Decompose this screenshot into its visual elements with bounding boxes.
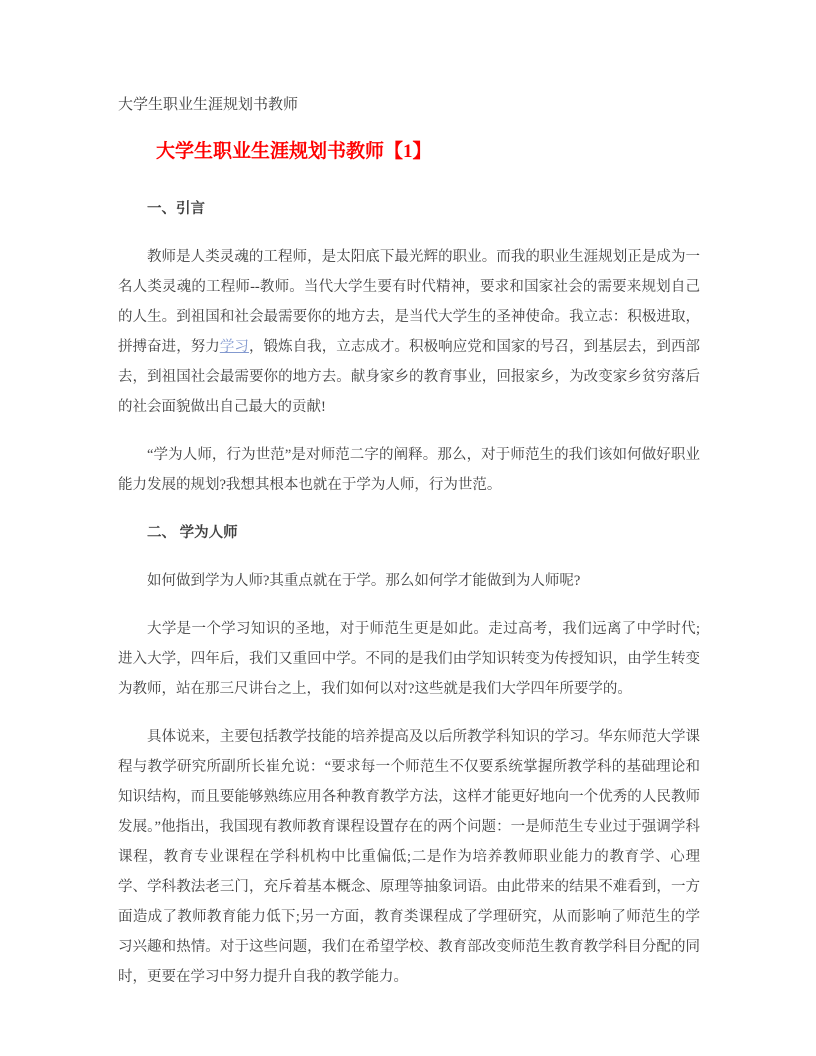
paragraph-section2-3: 具体说来，主要包括教学技能的培养提高及以后所教学科知识的学习。华东师范大学课程与教学研究所副所长崔允说：“要求每一个师范生不仅要系统掌握所教学科的基础理论和知识结构，而且要能够熟练应用各种教育教学方法，这样才能更好地向一个优秀的人民教师发展。”他指出，我国现有教师教育课程设置存在的两个问题：一是师范生专业过于强调学科课程，教育专业课程在学科机构中比重偏低;二是作为培养教师职业能力的教育学、心理学、学科教法老三门，充斥着基本概念、原理等抽象词语。由此带来的结果不难看到，一方面造成了教师教育能力低下;另一方面，教育类课程成了学理研究，从而影响了师范生的学习兴趣和热情。对于这些问题，我们在希望学校、教育部改变师范生教育教学科目分配的同时，更要在学习中努力提升自我的教学能力。 (118, 729, 700, 985)
document-title: 大学生职业生涯规划书教师【1】 (156, 141, 432, 162)
paragraph-text-after-link: ，锻炼自我，立志成才。积极响应党和国家的号召，到基层去，到西部去，到祖国社会最需要你的地方去。献身家乡的教育事业，回报家乡，为改变家乡贫穷落后的社会面貌做出自己最大的贡献! (118, 339, 701, 415)
paragraph-intro-2: “学为人师，行为世范”是对师范二字的阐释。那么，对于师范生的我们该如何做好职业能力发展的规划?我想其根本也就在于学为人师，行为世范。 (118, 447, 700, 493)
section-heading-xue-wei-ren-shi: 二、 学为人师 (147, 525, 238, 541)
xuexi-hyperlink[interactable]: 学习 (219, 339, 249, 355)
section-heading-introduction: 一、引言 (147, 201, 205, 217)
paragraph-text-before-link: 教师是人类灵魂的工程师，是太阳底下最光辉的职业。而我的职业生涯规划正是成为一名人类灵魂的工程师--教师。当代大学生要有时代精神，要求和国家社会的需要来规划自己的人生。到祖国和社会最需要你的地方去，是当代大学生的圣神使命。我立志：积极进取，拼搏奋进，努力 (118, 249, 700, 355)
paragraph-section2-1: 如何做到学为人师?其重点就在于学。那么如何学才能做到为人师呢? (147, 573, 581, 589)
paragraph-intro-1 (118, 242, 700, 422)
paragraph-section2-2: 大学是一个学习知识的圣地，对于师范生更是如此。走过高考，我们远离了中学时代;进入大学，四年后，我们又重回中学。不同的是我们由学知识转变为传授知识，由学生转变为教师，站在那三尺讲台之上，我们如何以对?这些就是我们大学四年所要学的。 (118, 621, 700, 697)
document-header-line: 大学生职业生涯规划书教师 (118, 97, 299, 113)
